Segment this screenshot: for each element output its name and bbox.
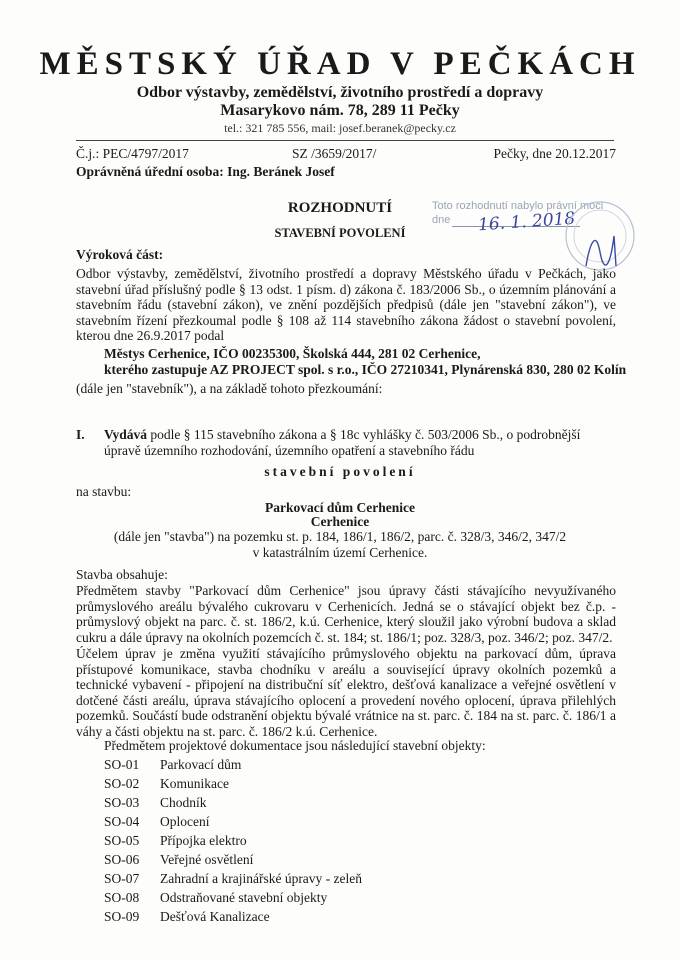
point-number: I.	[76, 427, 85, 442]
object-name: Parkovací dům	[160, 757, 242, 772]
object-code: SO-07	[104, 871, 140, 886]
legal-effect-stamp-line1: Toto rozhodnutí nabylo právní moci	[432, 200, 604, 212]
point-body: podle § 115 stavebního zákona a § 18c vyhlášky č. 503/2006 Sb., o podrobnější úpravě územního rozhodování, územního opatření a stavebního řádu	[104, 427, 581, 458]
object-code: SO-02	[104, 776, 140, 791]
point-verb: Vydává	[104, 427, 148, 442]
handwritten-date: 16. 1. 2018	[477, 208, 576, 236]
legal-effect-stamp-line2: dne	[432, 214, 451, 226]
object-code: SO-01	[104, 757, 140, 772]
applicant-line2: kterého zastupuje AZ PROJECT spol. s r.o., IČO 27210341, Plynárenská 830, 280 02 Kolín	[104, 362, 627, 377]
reference-number: Č.j.: PEC/4797/2017	[76, 146, 189, 161]
object-code: SO-04	[104, 814, 140, 829]
object-name: Zahradní a krajinářské úpravy - zeleň	[160, 871, 363, 886]
issue-date: Pečky, dne 20.12.2017	[493, 146, 616, 161]
header-divider	[76, 140, 614, 141]
object-code: SO-08	[104, 890, 140, 905]
object-code: SO-03	[104, 795, 140, 810]
object-name: Odstraňované stavební objekty	[160, 890, 328, 905]
decision-subtitle: STAVEBNÍ POVOLENÍ	[274, 226, 406, 240]
building-purpose-paragraph: Předmětem stavby "Parkovací dům Cerhenice" jsou úpravy části stávajícího nevyužívaného průmyslového areálu bývalého cukrovaru v Cerhenicích. Jedná se o stávající objekt bez č.p. - průmyslový objekt na parc. č. st. 186/2, k.ú. Cerhenice, který sloužil jako výrobní budova a sklad cukru a dále úpravy na okolních pozemcích č. st. 184; st. 186/1; poz. 328/3, poz. 346/2; poz. 347/2.	[76, 583, 616, 645]
builder-note: (dále jen "stavebník"), a na základě tohoto přezkoumání:	[76, 381, 383, 396]
applicant-line1: Městys Cerhenice, IČO 00235300, Školská 444, 281 02 Cerhenice,	[104, 346, 481, 361]
object-name: Veřejné osvětlení	[160, 852, 254, 867]
office-address: Masarykovo nám. 78, 289 11 Pečky	[220, 102, 460, 119]
building-place: Cerhenice	[310, 514, 370, 529]
building-name: Parkovací dům Cerhenice	[265, 500, 415, 515]
object-name: Chodník	[160, 795, 207, 810]
object-name: Komunikace	[160, 776, 229, 791]
on-building-label: na stavbu:	[76, 484, 132, 499]
office-title: MĚSTSKÝ ÚŘAD V PEČKÁCH	[39, 46, 641, 82]
point-text	[104, 427, 616, 458]
objects-intro: Předmětem projektové dokumentace jsou následující stavební objekty:	[104, 738, 486, 753]
file-number: SZ /3659/2017/	[292, 146, 377, 161]
official-person: Oprávněná úřední osoba: Ing. Beránek Josef	[76, 164, 335, 179]
object-code: SO-06	[104, 852, 140, 867]
contains-label: Stavba obsahuje:	[76, 567, 168, 582]
decision-title: ROZHODNUTÍ	[287, 200, 393, 216]
object-name: Dešťová Kanalizace	[160, 909, 270, 924]
intro-paragraph: Odbor výstavby, zemědělství, životního prostředí a dopravy Městského úřadu v Pečkách, jako stavební úřad příslušný podle § 13 odst. 1 písm. d) zákona č. 183/2006 Sb., o územním plánování a stavebním řádu (stavební zákon), ve znění pozdějších předpisů (dále jen "stavební zákon"), ve stavebním řízení přezkoumal podle § 108 až 114 stavebního zákona žádost o stavební povolení, kterou dne 26.9.2017 podal	[76, 266, 616, 344]
object-name: Přípojka elektro	[160, 833, 247, 848]
section-heading: Výroková část:	[76, 247, 164, 262]
parcel-description: (dále jen "stavba") na pozemku st. p. 184, 186/1, 186/2, parc. č. 328/3, 346/2, 347/2 v katastrálním území Cerhenice.	[113, 529, 567, 560]
object-code: SO-05	[104, 833, 140, 848]
permit-spaced-title: stavební povolení	[264, 464, 416, 479]
object-code: SO-09	[104, 909, 140, 924]
signature-mark	[580, 222, 630, 272]
modification-purpose-paragraph: Účelem úprav je změna využití stávajícího průmyslového objektu na parkovací dům, úprava přístupové komunikace, stavba chodníku v areálu a související úpravy okolních pozemků a technické vybavení - připojení na distribuční síť elektro, dešťová kanalizace a veřejné osvětlení v dotčené části areálu, úprava stávajícího oplocení a provedení nového oplocení, úprava přilehlých pozemků. Součástí bude odstranění objektu bývalé vrátnice na st. parc. č. 184 na st. parc. č. 186/1 a váhy a části objektu na st. parc. č. 186/2 k.ú. Cerhenice.	[76, 646, 616, 739]
object-name: Oplocení	[160, 814, 210, 829]
department-name: Odbor výstavby, zemědělství, životního prostředí a dopravy	[136, 84, 544, 101]
office-contact: tel.: 321 785 556, mail: josef.beranek@pecky.cz	[224, 121, 456, 135]
